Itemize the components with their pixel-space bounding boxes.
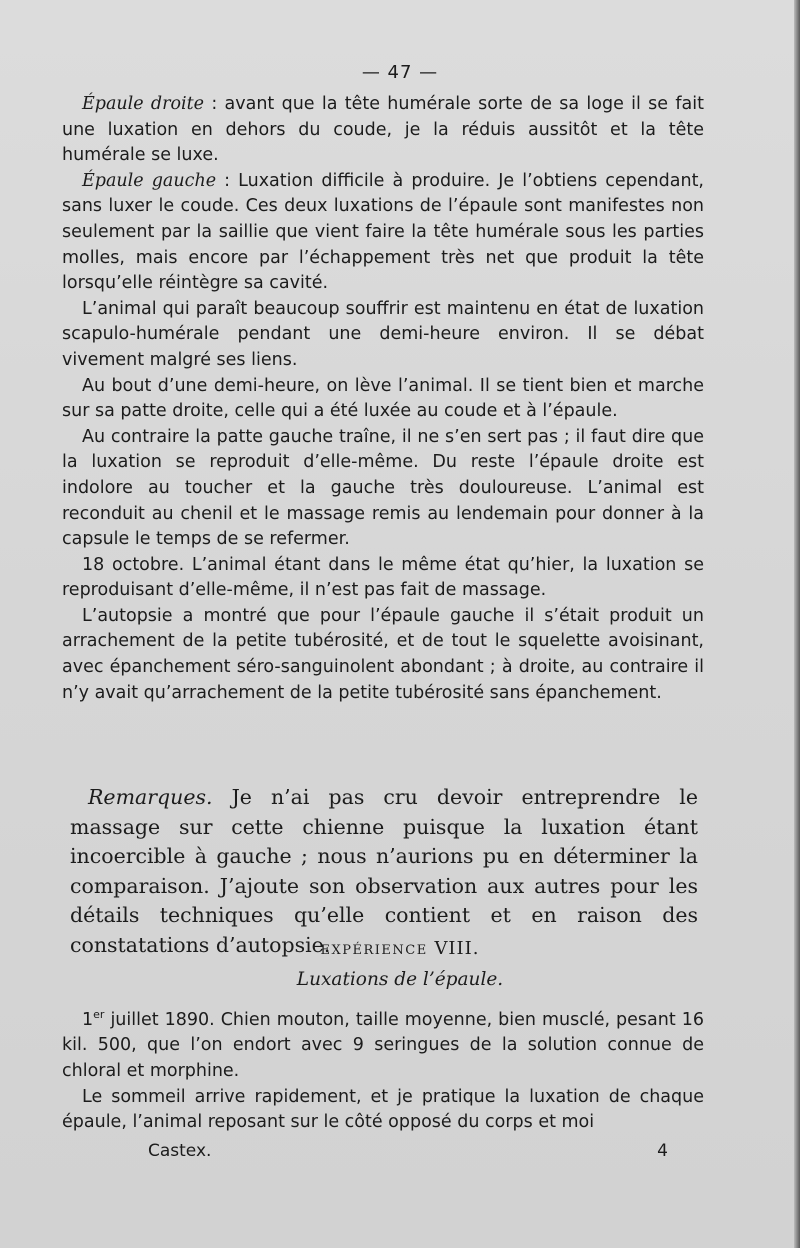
date-suffix: er [93,1008,105,1021]
date-day: 1 [82,1009,94,1030]
paragraph-left-shoulder [62,169,704,297]
experience-number: VIII. [434,938,480,959]
paragraph: 18 octobre. L’animal étant dans le même état qu’hier, la luxation se reproduisant d’elle-même, il n’est pas fait de massage. [62,554,704,601]
page-edge-shadow [794,0,800,1248]
remarks-lead: Remarques. [88,785,213,809]
paragraph-text: juillet 1890. Chien mouton, taille moyenne, bien musclé, pesant 16 kil. 500, que l’on endort avec 9 seringues de la solution connue de chloral et morphine. [62,1009,704,1082]
experience-label: EXPÉRIENCE [320,943,428,958]
remarks-paragraph [70,783,698,960]
footer-author: Castex. [148,1141,212,1161]
paragraph-right-shoulder [62,92,704,169]
paragraph-lead: Épaule droite [82,94,205,114]
paragraph-text: : avant que la tête humérale sorte de sa loge il se fait une luxation en dehors du coude, je la réduis aussitôt et la tête humérale se luxe. [62,94,704,166]
page-footer [148,1141,668,1161]
paragraph: Au contraire la patte gauche traîne, il ne s’en sert pas ; il faut dire que la luxation se reproduit d’elle-même. Du reste l’épaule droite est indolore au toucher et la gauche très douloureuse. L’animal est reconduit au chenil et le massage remis au lendemain pour donner à la capsule le temps de se refermer. [62,426,704,550]
paragraph-lead: Épaule gauche [82,170,217,191]
page-number: — 47 — [361,62,439,83]
paragraph-text: : Luxation difficile à produire. Je l’obtiens cependant, sans luxer le coude. Ces deux luxations de l’épaule sont manifestes non seulement par la saillie que vient faire la tête humérale sous les parties molles, mais encore par l’échappement très net que produit la tête lorsqu’elle réintègre sa cavité. [62,170,704,294]
paragraph: L’autopsie a montré que pour l’épaule gauche il s’était produit un arrachement de la petite tubérosité, et de tout le squelette avoisinant, avec épanchement séro-sanguinolent abondant ; à droite, au contraire il n’y avait qu’arrachement de la petite tubérosité sans épanchement. [62,605,704,703]
remarks-text: Je n’ai pas cru devoir entreprendre le massage sur cette chienne puisque la luxation étant incoercible à gauche ; nous n’aurions pu en déterminer la comparaison. J’ajoute son observation aux autres pour les détails techniques qu’elle contient et en raison des constatations d’autopsie. [70,785,698,957]
paragraph: L’animal qui paraît beaucoup souffrir est maintenu en état de luxation scapulo-humérale pendant une demi-heure environ. Il se débat vivement malgré ses liens. [62,298,704,370]
paragraph: Au bout d’une demi-heure, on lève l’animal. Il se tient bien et marche sur sa patte droite, celle qui a été luxée au coude et à l’épaule. [62,375,704,422]
signature-mark: 4 [657,1141,668,1161]
remarks-block [70,783,698,960]
text-block-bottom [62,1002,704,1136]
paragraph: Le sommeil arrive rapidement, et je pratique la luxation de chaque épaule, l’animal reposant sur le côté opposé du corps et moi [62,1086,704,1133]
section-subtitle: Luxations de l’épaule. [296,969,504,990]
paragraph-date-entry [62,1002,704,1085]
text-block-top [62,92,704,706]
experience-heading [0,938,800,959]
